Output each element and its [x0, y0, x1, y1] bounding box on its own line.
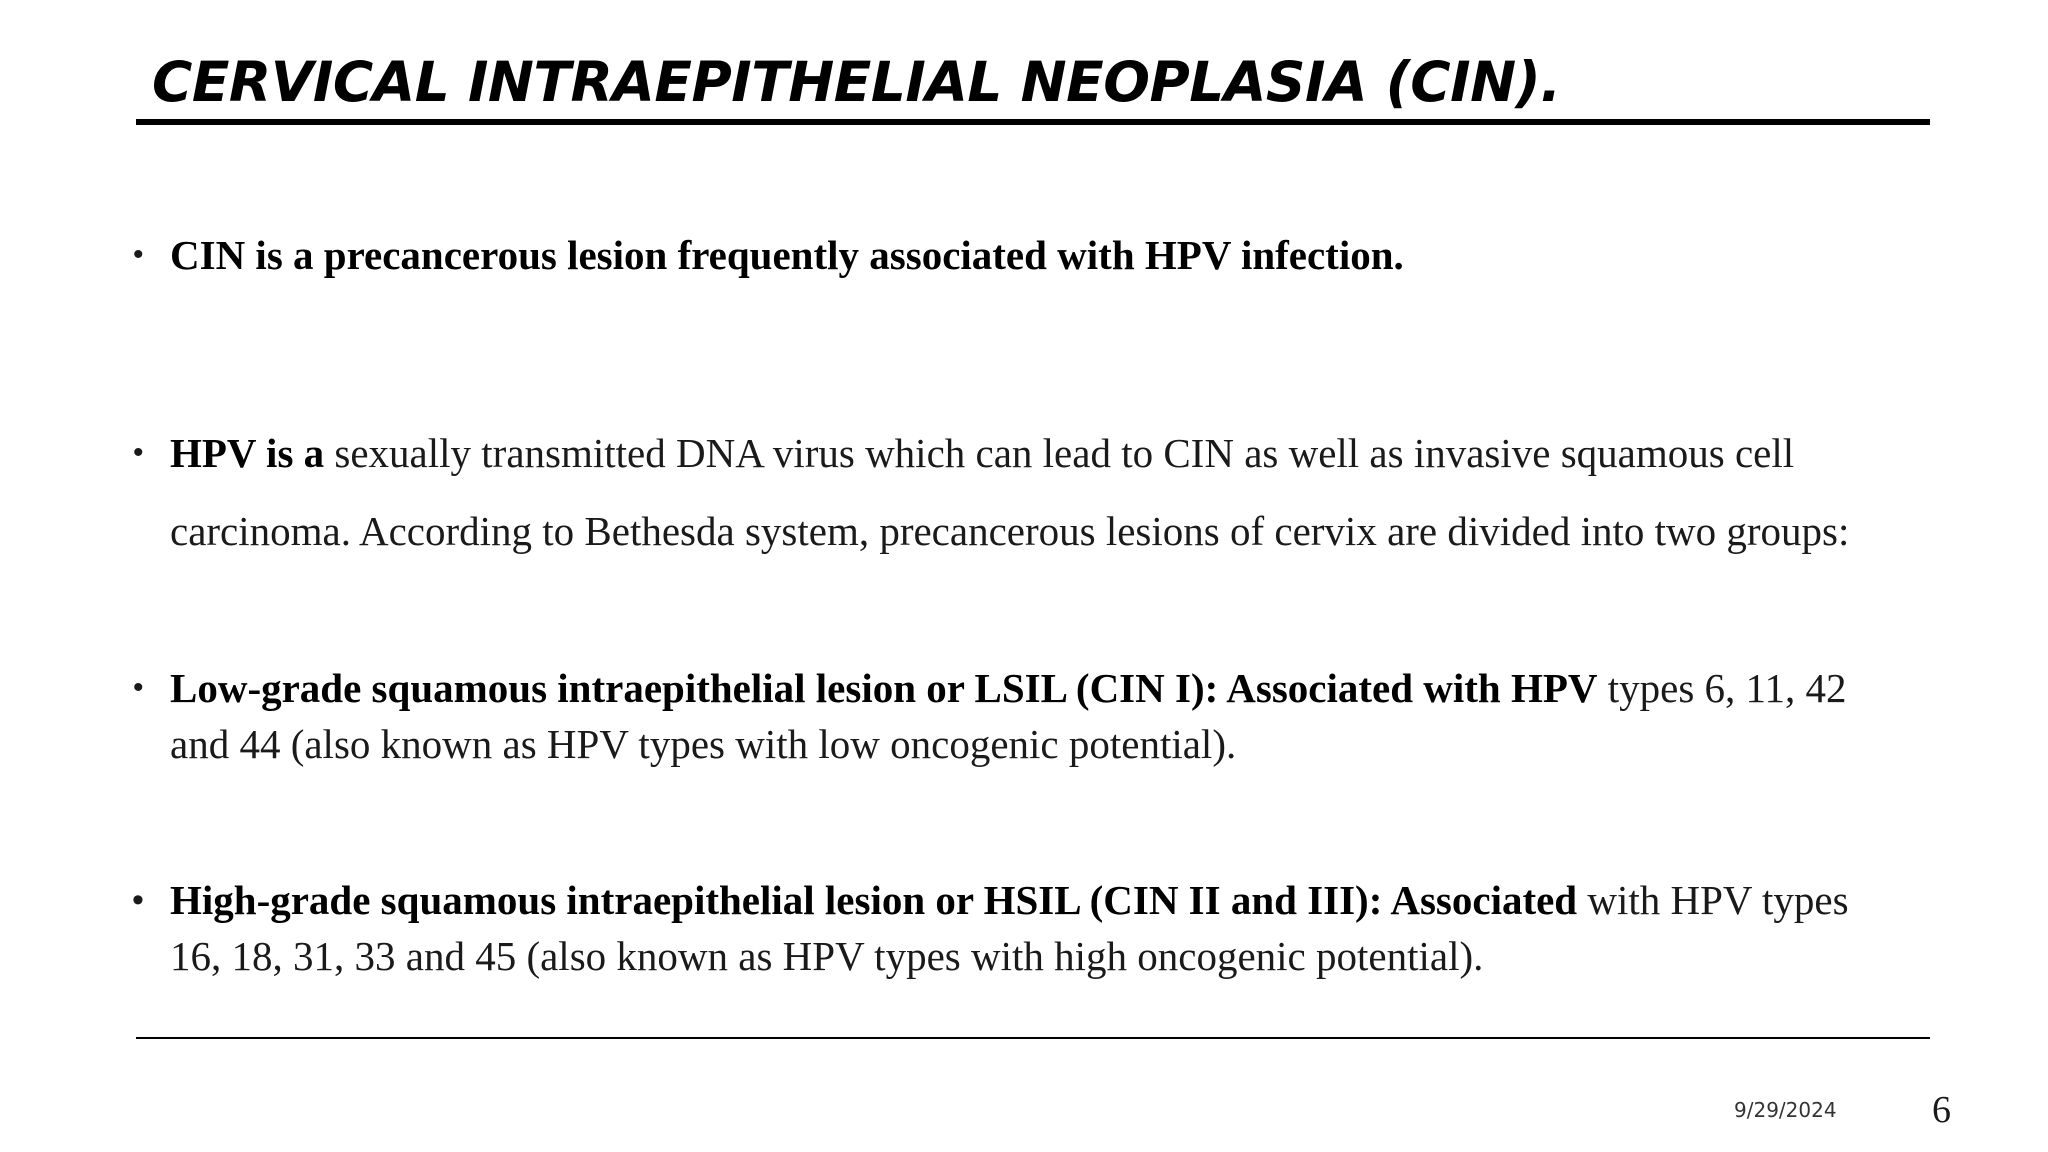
bullet-bold-text: HPV is a	[170, 430, 325, 476]
bullet-dot-icon: •	[133, 238, 144, 271]
title-underline	[136, 119, 1930, 125]
slide-number: 6	[1932, 1089, 1951, 1131]
bullet-dot-icon: •	[132, 881, 144, 919]
slide-date: 9/29/2024	[1734, 1098, 1837, 1122]
bullet-bold-text: CIN is a precancerous lesion frequently associated with HPV infection.	[170, 232, 1404, 278]
bullet-dot-icon: •	[133, 671, 144, 704]
bullet-bold-text: Low-grade squamous intraepithelial lesion or LSIL (CIN I): Associated with HPV	[170, 665, 1598, 711]
slide-title: CERVICAL INTRAEPITHELIAL NEOPLASIA (CIN).	[152, 50, 1561, 114]
bullet-normal-text: sexually transmitted DNA virus which can lead to CIN as well as invasive squamous cell carcinoma. According to Bethesda system, precancerous lesions of cervix are divided into two groups:	[170, 430, 1850, 554]
bullet-normal-text: types 6, 11, 42 and 44 (also known as HPV types with low oncogenic potential).	[170, 665, 1847, 767]
bullet-normal-text: with HPV types 16, 18, 31, 33 and 45 (also known as HPV types with high oncogenic potential).	[170, 877, 1849, 979]
footer-divider	[136, 1037, 1930, 1039]
bullet-cin-definition	[133, 216, 1910, 294]
bullet-hsil	[132, 872, 1910, 984]
bullet-bold-text: High-grade squamous intraepithelial lesion or HSIL (CIN II and III): Associated	[170, 877, 1578, 923]
bullet-dot-icon: •	[133, 436, 144, 469]
bullet-lsil	[133, 660, 1910, 772]
bullet-hpv-description	[133, 414, 1910, 570]
